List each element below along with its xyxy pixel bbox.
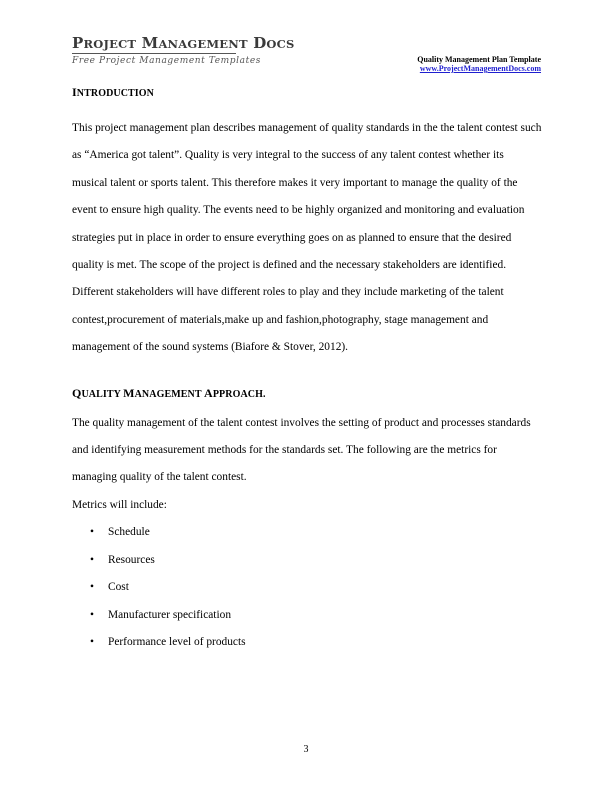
logo-title-word: ROJECT <box>83 37 137 51</box>
logo-title-initial: M <box>141 34 159 52</box>
bullet-icon: • <box>90 581 94 594</box>
introduction-heading <box>72 85 542 101</box>
quality-approach-paragraph: The quality management of the talent contest involves the setting of product and processes standards and identifying measurement methods for the standards set. The following are the metrics for managing quality of the talent contest. <box>72 416 531 484</box>
list-item <box>72 519 542 546</box>
bullet-icon: • <box>90 608 94 621</box>
metrics-list <box>72 519 542 656</box>
heading-rest: ANAGEMENT <box>134 388 205 400</box>
quality-approach-heading <box>72 386 542 402</box>
list-item <box>72 629 542 656</box>
metrics-label: Metrics will include: <box>72 498 167 511</box>
bullet-icon: • <box>90 635 94 648</box>
document-body <box>72 85 542 656</box>
page-number: 3 <box>303 744 309 755</box>
logo-title-initial: D <box>253 34 267 52</box>
document-title: Quality Management Plan Template <box>417 55 541 64</box>
logo-divider <box>72 53 236 54</box>
heading-initial: A <box>204 385 213 400</box>
logo-title-word: OCS <box>266 37 295 51</box>
logo-title <box>72 34 295 53</box>
list-item <box>72 547 542 574</box>
heading-initial: I <box>72 85 77 99</box>
list-item-text: Performance level of products <box>108 635 246 648</box>
bullet-icon: • <box>90 526 94 539</box>
heading-initial: M <box>123 385 135 400</box>
bullet-icon: • <box>90 553 94 566</box>
logo-title-word: ANAGEMENT <box>158 37 248 51</box>
list-item-text: Manufacturer specification <box>108 608 232 621</box>
website-link[interactable]: www.ProjectManagementDocs.com <box>419 64 541 73</box>
list-item-text: Cost <box>108 581 129 594</box>
list-item <box>72 574 542 601</box>
heading-initial: Q <box>72 385 82 400</box>
company-logo <box>72 34 295 67</box>
heading-rest: UALITY <box>81 388 124 400</box>
list-item <box>72 602 542 629</box>
list-item-text: Resources <box>108 553 155 566</box>
heading-rest: NTRODUCTION <box>76 88 154 99</box>
logo-title-initial: P <box>72 34 84 52</box>
logo-subtitle: Free Project Management Templates <box>72 56 261 66</box>
heading-rest: PPROACH. <box>212 388 266 400</box>
introduction-paragraph: This project management plan describes management of quality standards in the the talent contest such as “America got talent”. Quality is very integral to the success of any talent contest whether its musical talent or sports talent. This therefore makes it very important to manage the quality of the event to ensure high quality. The events need to be highly organized and monitoring and evaluation strategies put in place in order to ensure everything goes on as planned to ensure that the desired quality is met. The scope of the project is defined and the necessary stakeholders are identified. Different stakeholders will have different roles to play and they include marketing of the talent contest,procurement of materials,make up and fashion,photography, stage management and management of the sound systems (Biafore & Stover, 2012). <box>72 122 542 354</box>
header-document-info <box>417 55 541 73</box>
list-item-text: Schedule <box>108 526 150 539</box>
